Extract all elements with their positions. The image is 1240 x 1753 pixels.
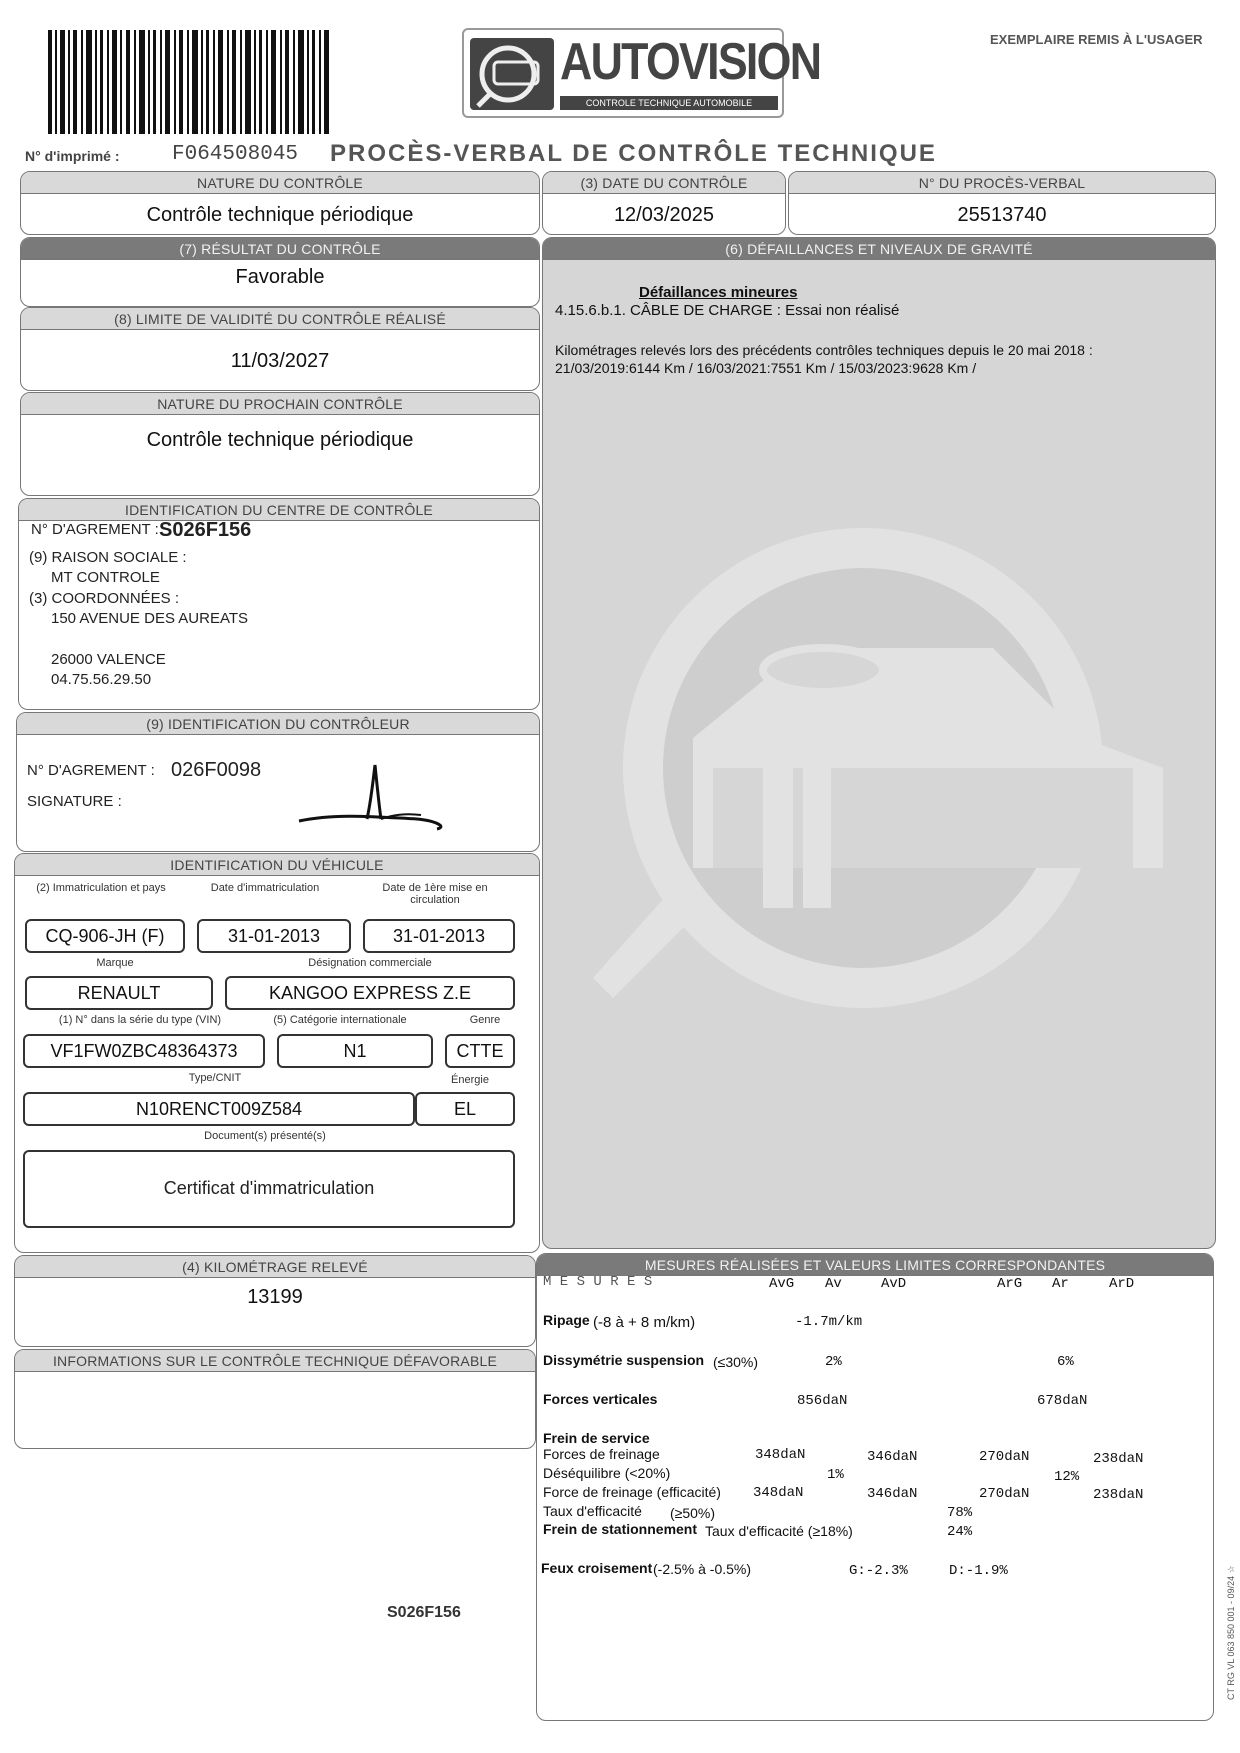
result-value: Favorable: [235, 266, 325, 288]
col-ar: Ar: [1052, 1276, 1069, 1292]
park-label: Frein de stationnement: [543, 1521, 698, 1537]
nature-header: NATURE DU CONTRÔLE: [21, 172, 539, 194]
nature-box: [20, 171, 540, 235]
next-control-box: [20, 392, 540, 496]
validity-box: [20, 307, 540, 391]
energie-label: Énergie: [451, 1074, 489, 1086]
autovision-logo: [462, 28, 821, 118]
date-first-value: 31-01-2013: [363, 919, 515, 953]
eff-label: Force de freinage (efficacité): [543, 1484, 721, 1500]
categorie-value: N1: [277, 1034, 433, 1068]
vert-label: Forces verticales: [543, 1391, 658, 1407]
park-value: 24%: [947, 1524, 973, 1540]
service-label: Frein de service: [543, 1430, 650, 1446]
eff-avg: 348daN: [753, 1485, 804, 1501]
stamp-text: S026F156: [387, 1604, 461, 1618]
coord-label: (3) COORDONNÉES :: [29, 590, 180, 607]
unfav-box: [14, 1349, 536, 1449]
imprime-number: F064508045: [172, 143, 299, 166]
date-immat-label: Date d'immatriculation: [210, 882, 320, 894]
categorie-label: (5) Catégorie internationale: [273, 1014, 407, 1026]
type-label: Type/CNIT: [188, 1072, 242, 1084]
feux-limit: (-2.5% à -0.5%): [653, 1561, 752, 1577]
park-taux-label: Taux d'efficacité (≥18%): [705, 1523, 853, 1539]
centre-address: 150 AVENUE DES AUREATS: [51, 610, 249, 627]
col-avg: AvG: [769, 1276, 795, 1292]
brand-tagline: CONTROLE TECHNIQUE AUTOMOBILE: [560, 96, 778, 110]
taux-value: 78%: [947, 1505, 973, 1521]
forces-avd: 346daN: [867, 1449, 918, 1465]
dissym-limit: (≤30%): [713, 1354, 759, 1370]
result-header: (7) RÉSULTAT DU CONTRÔLE: [21, 238, 539, 260]
result-box: [20, 237, 540, 307]
taux-limit: (≥50%): [670, 1505, 716, 1521]
designation-value: KANGOO EXPRESS Z.E: [225, 976, 515, 1010]
forces-avg: 348daN: [755, 1447, 806, 1463]
pv-box: [788, 171, 1216, 235]
vehicle-header: IDENTIFICATION DU VÉHICULE: [15, 854, 539, 876]
next-control-header: NATURE DU PROCHAIN CONTRÔLE: [21, 393, 539, 415]
km-header: (4) KILOMÉTRAGE RELEVÉ: [15, 1256, 535, 1278]
type-value: N10RENCT009Z584: [23, 1092, 415, 1126]
col-ard: ArD: [1109, 1276, 1135, 1292]
vert-av: 856daN: [797, 1393, 848, 1409]
date-header: (3) DATE DU CONTRÔLE: [543, 172, 785, 194]
centre-box: [18, 498, 540, 710]
measures-header: MESURES RÉALISÉES ET VALEURS LIMITES CORRESPONDANTES: [537, 1254, 1213, 1276]
defects-box: [542, 237, 1216, 1249]
deseq-av: 1%: [827, 1467, 844, 1483]
imprime-label: N° d'imprimé :: [25, 148, 120, 164]
raison-label: (9) RAISON SOCIALE :: [29, 549, 187, 566]
marque-value: RENAULT: [25, 976, 213, 1010]
deseq-ar: 12%: [1054, 1469, 1080, 1485]
pv-number: 25513740: [957, 204, 1047, 226]
eff-arg: 270daN: [979, 1486, 1030, 1502]
copy-note: EXEMPLAIRE REMIS À L'USAGER: [990, 32, 1203, 47]
nature-value: Contrôle technique périodique: [146, 204, 414, 226]
forces-label: Forces de freinage: [543, 1446, 660, 1462]
brand-name: AUTOVISION: [560, 33, 821, 91]
signature-label: SIGNATURE :: [27, 793, 122, 810]
genre-value: CTTE: [445, 1034, 515, 1068]
eff-ard: 238daN: [1093, 1487, 1144, 1503]
ripage-label: Ripage: [543, 1312, 590, 1328]
logo-emblem-icon: [470, 38, 554, 110]
minor-defects-title: Défaillances mineures: [639, 284, 798, 301]
centre-city: 26000 VALENCE: [51, 651, 166, 668]
pv-header: N° DU PROCÈS-VERBAL: [789, 172, 1215, 194]
col-arg: ArG: [997, 1276, 1023, 1292]
eff-avd: 346daN: [867, 1486, 918, 1502]
control-date: 12/03/2025: [613, 204, 715, 226]
date-immat-value: 31-01-2013: [197, 919, 351, 953]
defects-header: (6) DÉFAILLANCES ET NIVEAUX DE GRAVITÉ: [543, 238, 1215, 260]
designation-label: Désignation commerciale: [308, 957, 432, 969]
measures-heading: M E S U R E S: [543, 1274, 653, 1290]
km-history-line1: Kilométrages relevés lors des précédents contrôles techniques depuis le 20 mai 2018 :: [555, 342, 1093, 358]
minor-defect-item: 4.15.6.b.1. CÂBLE DE CHARGE : Essai non réalisé: [555, 302, 900, 319]
vin-value: VF1FW0ZBC48364373: [23, 1034, 265, 1068]
validity-date: 11/03/2027: [230, 350, 330, 372]
footer-ref: CT RG VL 063 850 001 - 09/24 ☆: [1226, 1565, 1236, 1700]
measures-box: [536, 1253, 1214, 1721]
taux-label: Taux d'efficacité: [543, 1503, 642, 1519]
controleur-box: [16, 712, 540, 852]
ripage-limit: (-8 à + 8 m/km): [593, 1314, 696, 1331]
vert-ar: 678daN: [1037, 1393, 1088, 1409]
next-control-value: Contrôle technique périodique: [146, 429, 414, 451]
docs-label: Document(s) présenté(s): [204, 1130, 326, 1142]
controleur-agrement-value: 026F0098: [171, 759, 262, 781]
date-box: [542, 171, 786, 235]
dissym-label: Dissymétrie suspension: [543, 1352, 705, 1368]
feux-d: D:-1.9%: [949, 1563, 1008, 1579]
col-avd: AvD: [881, 1276, 907, 1292]
barcode: [48, 30, 330, 134]
forces-ard: 238daN: [1093, 1451, 1144, 1467]
immat-label: (2) Immatriculation et pays: [36, 882, 166, 894]
centre-agrement-label: N° D'AGREMENT :: [31, 521, 159, 538]
immat-value: CQ-906-JH (F): [25, 919, 185, 953]
genre-label: Genre: [469, 1014, 501, 1026]
col-av: Av: [825, 1276, 842, 1292]
watermark-logo: [563, 508, 1203, 1128]
dissym-av: 2%: [825, 1354, 842, 1370]
km-value: 13199: [247, 1286, 303, 1308]
energie-value: EL: [415, 1092, 515, 1126]
date-first-label: Date de 1ère mise en circulation: [382, 882, 488, 906]
vin-label: (1) N° dans la série du type (VIN): [58, 1014, 222, 1026]
centre-header: IDENTIFICATION DU CENTRE DE CONTRÔLE: [19, 499, 539, 521]
docs-field: [23, 1150, 515, 1228]
forces-arg: 270daN: [979, 1449, 1030, 1465]
document-title: PROCÈS-VERBAL DE CONTRÔLE TECHNIQUE: [330, 140, 937, 167]
dissym-ar: 6%: [1057, 1354, 1074, 1370]
raison-value: MT CONTROLE: [51, 569, 160, 586]
validity-header: (8) LIMITE DE VALIDITÉ DU CONTRÔLE RÉALISÉ: [21, 308, 539, 330]
unfav-header: INFORMATIONS SUR LE CONTRÔLE TECHNIQUE DÉFAVORABLE: [15, 1350, 535, 1372]
marque-label: Marque: [96, 957, 134, 969]
docs-value: Certificat d'immatriculation: [163, 1178, 375, 1198]
feux-g: G:-2.3%: [849, 1563, 908, 1579]
signature-icon: [297, 761, 477, 841]
km-history-line2: 21/03/2019:6144 Km / 16/03/2021:7551 Km / 15/03/2023:9628 Km /: [555, 360, 977, 376]
centre-agrement-value: S026F156: [159, 519, 252, 541]
controleur-header: (9) IDENTIFICATION DU CONTRÔLEUR: [17, 713, 539, 735]
ripage-av: -1.7m/km: [795, 1314, 863, 1330]
vehicle-box: [14, 853, 540, 1253]
feux-label: Feux croisement: [541, 1560, 653, 1576]
controleur-agrement-label: N° D'AGREMENT :: [27, 762, 155, 779]
km-box: [14, 1255, 536, 1347]
deseq-label: Déséquilibre (<20%): [543, 1465, 671, 1481]
centre-phone: 04.75.56.29.50: [51, 671, 152, 688]
